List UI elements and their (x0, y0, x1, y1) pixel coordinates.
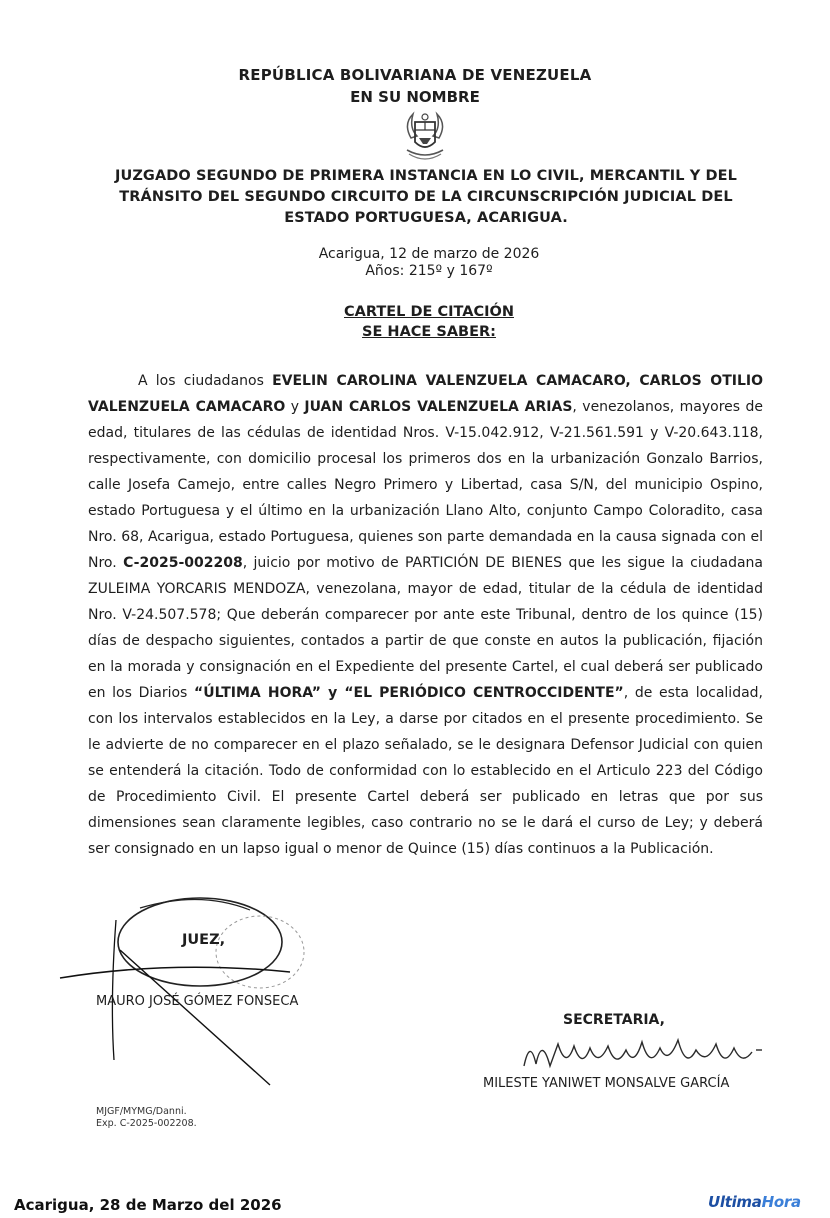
body-conj: y (285, 399, 305, 415)
judge-name: MAURO JOSÉ GÓMEZ FONSECA (96, 994, 299, 1009)
years-line: Años: 215º y 167º (365, 263, 493, 279)
secretary-signature (520, 1030, 770, 1078)
judge-label: JUEZ, (182, 932, 226, 948)
secretary-label: SECRETARIA, (563, 1012, 665, 1028)
citation-body (88, 368, 763, 862)
body-intro: A los ciudadanos (138, 373, 273, 389)
document-subtitle: SE HACE SABER: (362, 324, 496, 340)
republic-heading: REPÚBLICA BOLIVARIANA DE VENEZUELA (238, 66, 592, 84)
body-summons: , juicio por motivo de PARTICIÓN DE BIENES que les sigue la ciudadana ZULEIMA YORCARIS MENDOZA, venezolana, mayor de edad, titular de la cédula de identidad Nro. V-24.507.578; Que deberán comparecer por ante este Tribunal, dentro de los quince (15) días de despacho siguientes, contados a partir de que conste en autos la publicación, fijación en la morada y consignación en el Expediente del presente Cartel, el cual deberá ser publicado en los Diarios (88, 555, 763, 701)
case-number: C-2025-002208 (123, 555, 243, 571)
secretary-name: MILESTE YANIWET MONSALVE GARCÍA (483, 1076, 730, 1091)
document-title: CARTEL DE CITACIÓN (344, 304, 514, 320)
place-date: Acarigua, 12 de marzo de 2026 (318, 246, 540, 262)
logo-ultima: Ultima (708, 1193, 762, 1211)
court-name: JUZGADO SEGUNDO DE PRIMERA INSTANCIA EN LO CIVIL, MERCANTIL Y DEL TRÁNSITO DEL SEGUNDO CIRCUITO DE LA CIRCUNSCRIPCIÓN JUDICIAL DEL ESTADO PORTUGUESA, ACARIGUA. (114, 168, 738, 226)
body-details: , venezolanos, mayores de edad, titulares de las cédulas de identidad Nros. V-15.042.912, V-21.561.591 y V-20.643.118, respectivamente, con domicilio procesal los primeros dos en la urbanización Gonzalo Barrios, calle Josefa Camejo, entre calles Negro Primero y Libertad, casa S/N, del municipio Ospino, estado Portuguesa y el último en la urbanización Llano Alto, conjunto Campo Coloradito, casa Nro. 68, Acarigua, estado Portuguesa, quienes son parte demandada en la causa signada con el Nro. (88, 399, 763, 571)
reference-initials (96, 1106, 197, 1130)
initials: MJGF/MYMG/Danni. (96, 1106, 187, 1117)
defendant-name-3: JUAN CARLOS VALENZUELA ARIAS (304, 399, 573, 415)
ultima-hora-logo (708, 1193, 801, 1211)
defendant-names: EVELIN CAROLINA VALENZUELA CAMACARO, CARLOS OTILIO VALENZUELA CAMACARO (88, 373, 763, 415)
publication-date: Acarigua, 28 de Marzo del 2026 (14, 1196, 282, 1214)
body-closing: , de esta localidad, con los intervalos establecidos en la Ley, a darse por citados en el presente procedimiento. Se le advierte de no comparecer en el plazo señalado, se le designara Defensor Judicial con quien se entenderá la citación. Todo de conformidad con lo establecido en el Articulo 223 del Código de Procedimiento Civil. El presente Cartel deberá ser publicado en letras que por sus dimensiones sean claramente legibles, caso contrario no se le dará el curso de Ley; y deberá ser consignado en un lapso igual o menor de Quince (15) días continuos a la Publicación. (88, 685, 764, 857)
file-number: Exp. C-2025-002208. (96, 1118, 197, 1129)
judge-signature-stamp (50, 880, 350, 1090)
newspaper-names: “ÚLTIMA HORA” y “EL PERIÓDICO CENTROCCIDENTE” (194, 685, 624, 701)
logo-hora: Hora (761, 1193, 801, 1211)
in-his-name-heading: EN SU NOMBRE (350, 88, 480, 106)
coat-of-arms-icon (393, 108, 457, 164)
